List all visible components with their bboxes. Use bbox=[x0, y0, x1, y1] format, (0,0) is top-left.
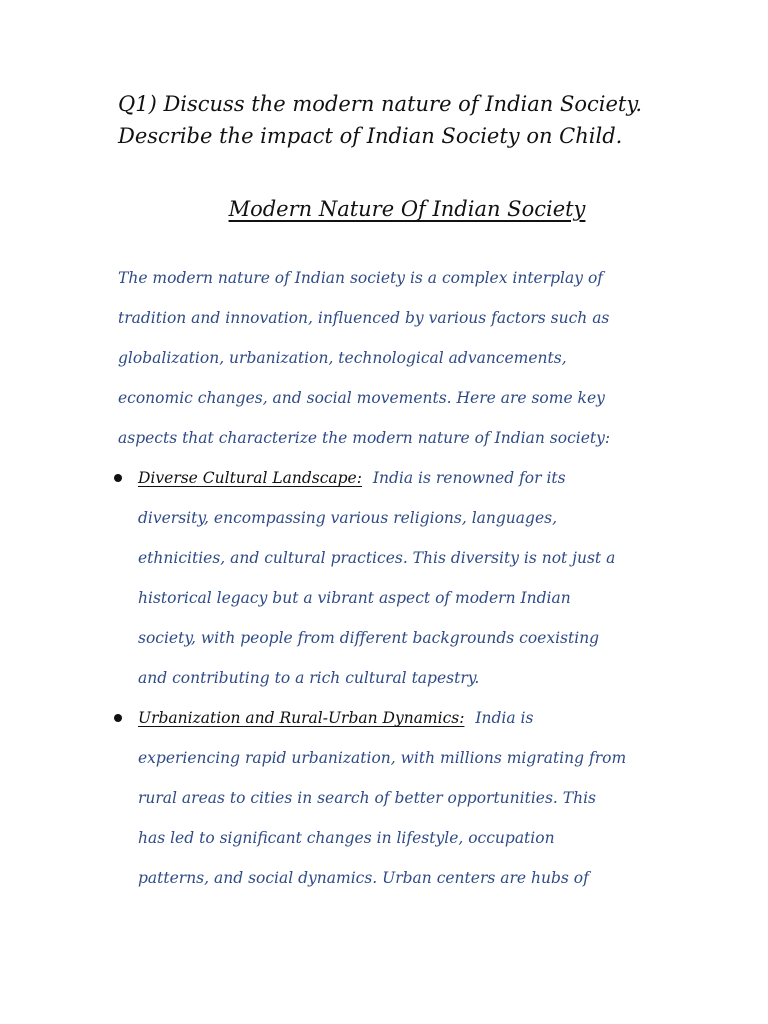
bullet-first-line bbox=[114, 702, 734, 742]
bullet-item-urbanization bbox=[114, 702, 734, 902]
question-line-2: Describe the impact of Indian Society on Child. bbox=[118, 124, 623, 148]
bullet-text-line: historical legacy but a vibrant aspect of modern Indian bbox=[138, 589, 571, 607]
intro-paragraph bbox=[118, 262, 718, 462]
bullet-text-line: ethnicities, and cultural practices. This diversity is not just a bbox=[138, 549, 616, 567]
bullet-dot-icon bbox=[114, 714, 122, 722]
bullet-text-line: society, with people from different backgrounds coexisting bbox=[138, 629, 600, 647]
bullet-dot-icon bbox=[114, 474, 122, 482]
section-heading bbox=[0, 194, 768, 224]
intro-line: tradition and innovation, influenced by various factors such as bbox=[118, 309, 610, 327]
intro-line: The modern nature of Indian society is a complex interplay of bbox=[118, 269, 604, 287]
section-heading-text: Modern Nature Of Indian Society bbox=[228, 197, 586, 221]
bullet-item-diverse-cultural-landscape bbox=[114, 462, 734, 702]
bullet-first-line bbox=[114, 462, 734, 502]
bullet-text-line: has led to significant changes in lifestyle, occupation bbox=[138, 829, 555, 847]
intro-line: economic changes, and social movements. Here are some key bbox=[118, 389, 605, 407]
bullet-title: Diverse Cultural Landscape: bbox=[138, 469, 362, 487]
bullet-title: Urbanization and Rural-Urban Dynamics: bbox=[138, 709, 465, 727]
intro-line: globalization, urbanization, technological advancements, bbox=[118, 349, 567, 367]
bullet-text: India is renowned for its bbox=[372, 469, 566, 487]
bullet-text-line: patterns, and social dynamics. Urban centers are hubs of bbox=[138, 869, 589, 887]
bullet-text-line: experiencing rapid urbanization, with millions migrating from bbox=[138, 749, 627, 767]
intro-line: aspects that characterize the modern nature of Indian society: bbox=[118, 429, 611, 447]
bullet-text-line: and contributing to a rich cultural tapestry. bbox=[138, 669, 480, 687]
question-line-1: Q1) Discuss the modern nature of Indian Society. bbox=[118, 92, 643, 116]
bullet-text-line: rural areas to cities in search of better opportunities. This bbox=[138, 789, 596, 807]
bullet-text: India is bbox=[475, 709, 534, 727]
question-block bbox=[118, 88, 718, 152]
bullet-text-line: diversity, encompassing various religions, languages, bbox=[138, 509, 557, 527]
